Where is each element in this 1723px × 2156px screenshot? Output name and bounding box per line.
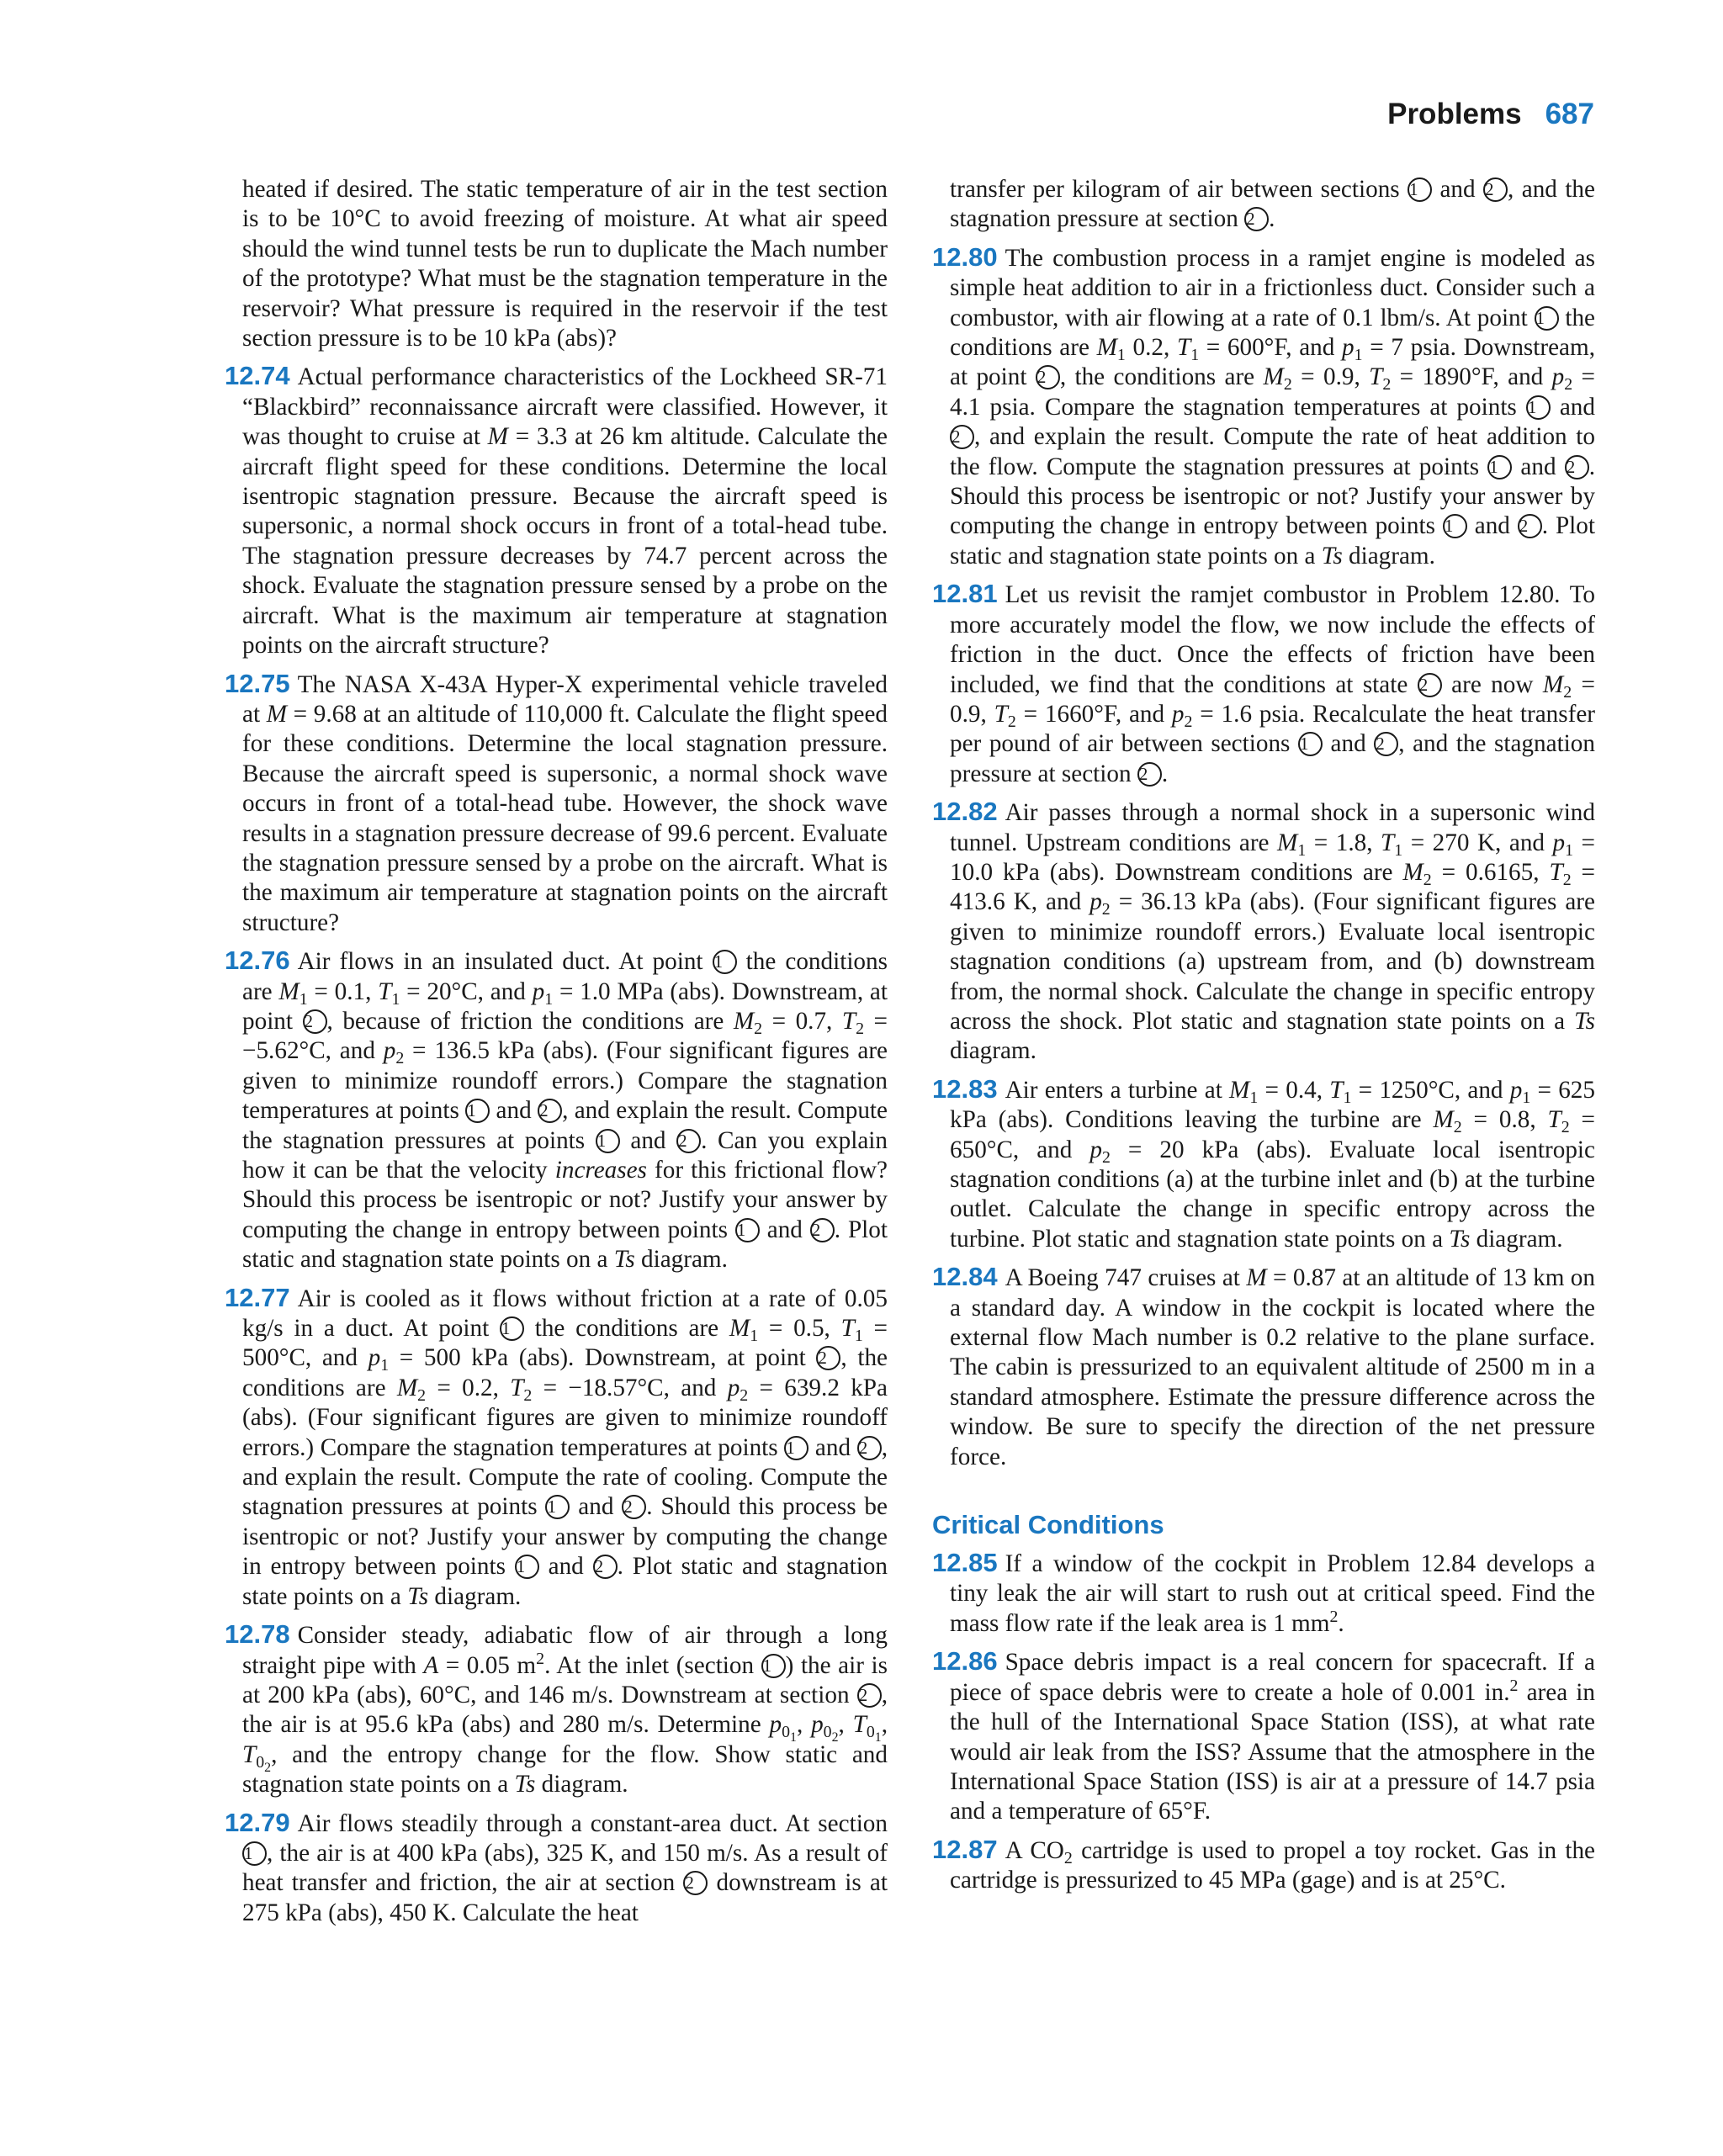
problem-12-76: 12.76 Air flows in an insulated duct. At point 1 the conditions are $M_1 = 0.1$, $T_1 = 20^\circ C$, and $p_1 = 1.0$ MPa (abs). Downstream, at point 2 , because of friction the conditions are $M_2 = 0.7$, $T_2 = -5.62^\circ C$, and $p_2 = 136.5$ kPa (abs). (Four significant figures are given to minimize roundoff errors.) Compare the stagnation temperatures at points 1 and 2 , and explain the result. Compute the stagnation pressures at points 1 and 2 . Can you explain how it can be that the velocity increases for this frictional flow? Should this process be isentropic or not? Justify your answer by computing the change in entropy between points 1 and 2 . Plot static and stagnation state points on a Ts diagram.: [225, 946, 888, 1274]
problem-12-83: 12.83 Air enters a turbine at $M_1 = 0.4$, $T_1 = 1250^\circ C$, and $p_1 = 625$ kPa (abs). Conditions leaving the turbine are $M_2 = 0.8$, $T_2 = 650^\circ C$, and $p_2 = 20$ kPa (abs). Evaluate local isentropic stagnation conditions (a) at the turbine inlet and (b) at the turbine outlet. Calculate the change in specific entropy across the turbine. Plot static and stagnation state points on a Ts diagram.: [932, 1073, 1595, 1253]
problem-12-79-continuation: transfer per kilogram of air between sections 1 and 2 , and the stagnation pressure at section 2 .: [950, 176, 1595, 233]
problem-12-84: 12.84 A Boeing 747 cruises at M = 0.87 at an altitude of 13 km on a standard day. A window in the cockpit is located where the external flow Mach number is 0.2 relative to the plane surface. The cabin is pressurized to an equivalent altitude of 2500 m in a standard atmosphere. Estimate the pressure difference across the window. Be sure to specify the direction of the net pressure force.: [932, 1262, 1595, 1470]
left-column: [225, 175, 888, 1936]
problem-number: 12.86: [932, 1646, 998, 1677]
problem-12-73-continuation: heated if desired. The static temperature of air in the test section is to be 10°C to avoid freezing of moisture. At what air speed should the wind tunnel tests be run to duplicate the Mach number of the prototype? What must be the stagnation temperature in the reservoir? What pressure is required in the reservoir if the test section pressure is to be 10 kPa (abs)?: [242, 176, 888, 352]
problem-number: 12.82: [932, 797, 998, 827]
problem-12-77: 12.77 Air is cooled as it flows without friction at a rate of 0.05 kg/s in a duct. At point 1 the conditions are $M_1 = 0.5$, $T_1 = 500^\circ C$, and $p_1 = 500$ kPa (abs). Downstream, at point 2 , the conditions are $M_2 = 0.2$, $T_2 = -18.57^\circ C$, and $p_2 = 639.2$ kPa (abs). (Four significant figures are given to minimize roundoff errors.) Compare the stagnation temperatures at points 1 and 2 , and explain the result. Compute the rate of cooling. Compute the stagnation pressures at points 1 and 2 . Should this process be isentropic or not? Justify your answer by computing the change in entropy between points 1 and 2 . Plot static and stagnation state points on a Ts diagram.: [225, 1282, 888, 1610]
problem-12-74: 12.74 Actual performance characteristics of the Lockheed SR-71 “Blackbird” reconnaissance aircraft were classified. However, it was thought to cruise at M = 3.3 at 26 km altitude. Calculate the aircraft flight speed for these conditions. Determine the local isentropic stagnation pressure. Because the aircraft speed is supersonic, a normal shock occurs in front of a total-head tube. The stagnation pressure decreases by 74.7 percent across the shock. Evaluate the stagnation pressure sensed by a probe on the aircraft. What is the maximum air temperature at stagnation points on the aircraft structure?: [225, 361, 888, 660]
problem-12-82: 12.82 Air passes through a normal shock in a supersonic wind tunnel. Upstream conditions are $M_1 = 1.8$, $T_1 = 270$ K, and $p_1 = 10.0$ kPa (abs). Downstream conditions are $M_2 = 0.6165$, $T_2 = 413.6$ K, and $p_2 = 36.13$ kPa (abs). (Four significant figures are given to minimize roundoff errors.) Evaluate local isentropic stagnation conditions (a) upstream from, and (b) downstream from, the normal shock. Calculate the change in specific entropy across the shock. Plot static and stagnation state points on a Ts diagram.: [932, 797, 1596, 1065]
problem-12-80: 12.80 The combustion process in a ramjet engine is modeled as simple heat addition to air in a frictionless duct. Consider such a combustor, with air flowing at a rate of 0.1 lbm/s. At point 1 the conditions are $M_1$ 0.2, $T_1 = 600^\circ F$, and $p_1 = 7$ psia. Downstream, at point 2 , the conditions are $M_2 = 0.9$, $T_2 = 1890^\circ F$, and $p_2 = 4.1$ psia. Compare the stagnation temperatures at points 1 and 2 , and explain the result. Compute the rate of heat addition to the flow. Compute the stagnation pressures at points 1 and 2 . Should this process be isentropic or not? Justify your answer by computing the change in entropy between points 1 and 2 . Plot static and stagnation state points on a Ts diagram.: [932, 241, 1596, 569]
problem-number: 12.79: [225, 1807, 290, 1837]
problem-12-85: 12.85 If a window of the cockpit in Problem 12.84 develops a tiny leak the air will start to rush out at critical speed. Find the mass flow rate if the leak area is 1 $mm^2$.: [932, 1548, 1595, 1637]
problem-number: 12.83: [932, 1073, 998, 1104]
problem-number: 12.84: [932, 1262, 998, 1292]
problem-number: 12.85: [932, 1548, 998, 1578]
section-title: Problems: [1387, 98, 1522, 130]
problem-12-75: 12.75 The NASA X-43A Hyper-X experimental vehicle traveled at M = 9.68 at an altitude of 110,000 ft. Calculate the flight speed for these conditions. Determine the local stagnation pressure. Because the aircraft speed is supersonic, a normal shock wave occurs in front of a total-head tube. However, the shock wave results in a stagnation pressure decrease of 99.6 percent. Evaluate the stagnation pressure sensed by a probe on the aircraft. What is the maximum air temperature at stagnation points on the aircraft structure?: [225, 668, 888, 936]
problem-12-86: 12.86 Space debris impact is a real concern for spacecraft. If a piece of space debris were to create a hole of 0.001 in.$^2$ area in the hull of the International Space Station (ISS), at what rate would air leak from the ISS? Assume that the atmosphere in the International Space Station (ISS) is air at a pressure of 14.7 psia and a temperature of 65°F.: [932, 1646, 1595, 1825]
problem-number: 12.75: [225, 668, 290, 698]
problem-12-79: 12.79 Air flows steadily through a constant-area duct. At section 1 , the air is at 400 kPa (abs), 325 K, and 150 m/s. As a result of heat transfer and friction, the air at section 2 downstream is at 275 kPa (abs), 450 K. Calculate the heat: [225, 1807, 888, 1926]
problem-number: 12.77: [225, 1282, 290, 1312]
problem-number: 12.80: [932, 241, 998, 272]
running-header: [1387, 94, 1594, 135]
problem-12-78: 12.78 Consider steady, adiabatic flow of air through a long straight pipe with A = 0.05 $m^2$. At the inlet (section 1 ) the air is at 200 kPa (abs), 60°C, and 146 m/s. Downstream at section 2 , the air is at 95.6 kPa (abs) and 280 m/s. Determine $p_{0_1}$, $p_{0_2}$, $T_{0_1}$, $T_{0_2}$, and the entropy change for the flow. Show static and stagnation state points on a Ts diagram.: [225, 1619, 888, 1798]
page-number: 687: [1545, 98, 1594, 130]
problem-number: 12.87: [932, 1834, 998, 1864]
problem-number: 12.76: [225, 946, 290, 976]
problem-number: 12.74: [225, 361, 290, 391]
problem-12-87: 12.87 A $CO_2$ cartridge is used to propel a toy rocket. Gas in the cartridge is pressurized to 45 MPa (gage) and is at 25°C.: [932, 1834, 1595, 1894]
problem-number: 12.81: [932, 579, 998, 609]
right-column: [932, 175, 1595, 1904]
problem-number: 12.78: [225, 1619, 290, 1650]
section-heading-critical-conditions: Critical Conditions: [932, 1510, 1164, 1540]
problem-12-81: 12.81 Let us revisit the ramjet combustor in Problem 12.80. To more accurately model the flow, we now include the effects of friction in the duct. Once the effects of friction have been included, we find that the conditions at state 2 are now $M_2 = 0.9$, $T_2 = 1660^\circ F$, and $p_2 = 1.6$ psia. Recalculate the heat transfer per pound of air between sections 1 and 2 , and the stagnation pressure at section 2 .: [932, 579, 1596, 787]
